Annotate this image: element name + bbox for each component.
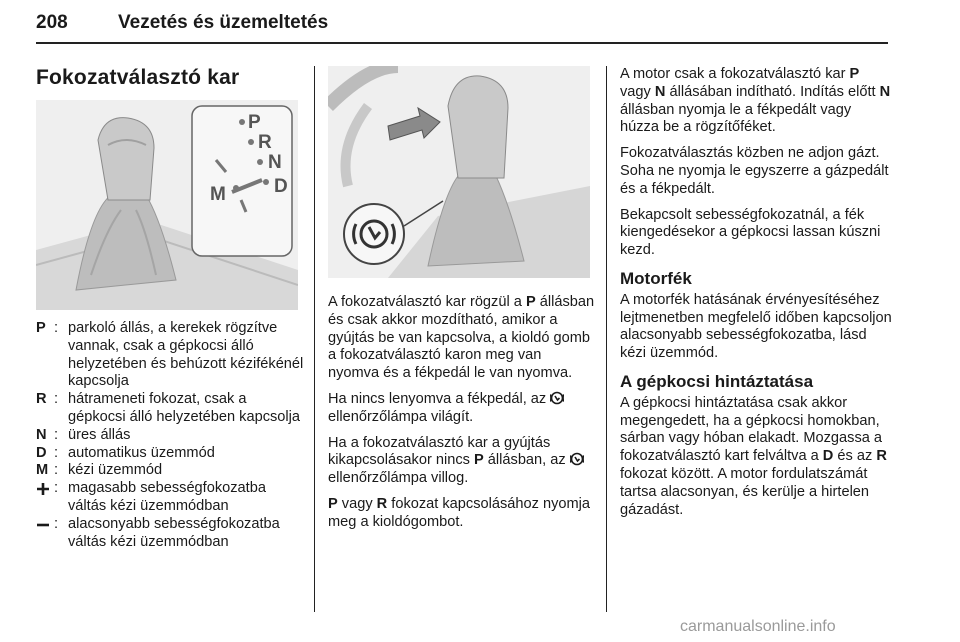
page-number: 208 [36, 12, 68, 33]
legend-item-r: R : hátrameneti fokozat, csak a gépkocsi álló helyzetében kapcsolja [36, 391, 301, 425]
paragraph: P vagy R fokozat kapcsolásához nyomja meg a kioldógombot. [328, 495, 591, 530]
paragraph: Bekapcsolt sebességfokozatnál, a fék kiengedésekor a gépkocsi lassan kúszni kezd. [620, 206, 881, 259]
gear-letter-m: M [210, 184, 226, 205]
brake-warning-icon [570, 452, 584, 466]
watermark: carmanualsonline.info [680, 618, 836, 635]
paragraph: Ha nincs lenyomva a fékpedál, az ellenőrzőlámpa világít. [328, 391, 596, 427]
paragraph: A motor csak a fokozatválasztó kar P vagy N állásában indítható. Indítás előtt N állásban nyomja le a fékpedált vagy húzza be a rögzítőféket. [620, 66, 891, 136]
gear-letter-p: P [248, 112, 261, 133]
legend-item-d: D : automatikus üzemmód [36, 444, 215, 461]
legend-item-m: M : kézi üzemmód [36, 462, 163, 479]
legend-item-minus: : alacsonyabb sebességfokozatba váltás kézi üzemmódban [36, 516, 306, 552]
paragraph: A fokozatválasztó kar rögzül a P állásban és csak akkor mozdítható, amikor a gyújtás be van kapcsolva, a kioldó gomb a fokozatválasztó karon meg van nyomva és a fékpedál le van nyomva. [328, 294, 595, 382]
paragraph: Ha a fokozatválasztó kar a gyújtás kikapcsolásakor nincs P állásban, az ellenőrzőlámpa villog. [328, 435, 596, 488]
column-2-text [328, 294, 596, 540]
column-3-text [620, 66, 892, 527]
brake-warning-icon [550, 391, 564, 405]
legend-item-p: P : parkoló állás, a kerekek rögzítve vannak, csak a gépkocsi álló helyzetében és behúzott kézifékénél kapcsolja [36, 320, 304, 390]
section-title: Vezetés és üzemeltetés [118, 12, 329, 33]
main-title: Fokozatválasztó kar [36, 66, 240, 89]
plus-icon [36, 480, 54, 498]
heading-motorfek: Motorfék [620, 268, 692, 288]
paragraph: A gépkocsi hintáztatása csak akkor megengedett, ha a gépkocsi homokban, sárban vagy hóban elakadt. Mozgassa a fokozatválasztó kart felváltva a D és az R fokozat között. A motor fordulatszámát tartsa alacsonyan, és kerülje a hirtelen gázadást. [620, 394, 887, 518]
paragraph: A motorfék hatásának érvényesítéséhez lejtmenetben megfelelő időben kapcsoljon alacsonyabb sebességfokozatba, lásd kézi üzemmód. [620, 291, 892, 362]
gear-letter-n: N [268, 152, 282, 173]
heading-hintaztatas: A gépkocsi hintáztatása [620, 371, 814, 391]
gear-letter-d: D [274, 176, 288, 197]
legend-item-plus: : magasabb sebességfokozatba váltás kézi üzemmódban [36, 480, 306, 516]
gear-letter-r: R [258, 132, 272, 153]
column-divider-2 [606, 66, 607, 612]
gear-legend [36, 320, 306, 551]
legend-item-n: N : üres állás [36, 426, 131, 443]
page-header [36, 8, 888, 46]
figure-gear-selector [36, 100, 298, 310]
header-rule [36, 42, 888, 44]
minus-icon [36, 516, 54, 534]
column-divider-1 [314, 66, 315, 612]
figure-release-button [328, 66, 590, 278]
paragraph: Fokozatválasztás közben ne adjon gázt. Soha ne nyomja le egyszerre a gázpedált és a fékpedált. [620, 145, 889, 197]
